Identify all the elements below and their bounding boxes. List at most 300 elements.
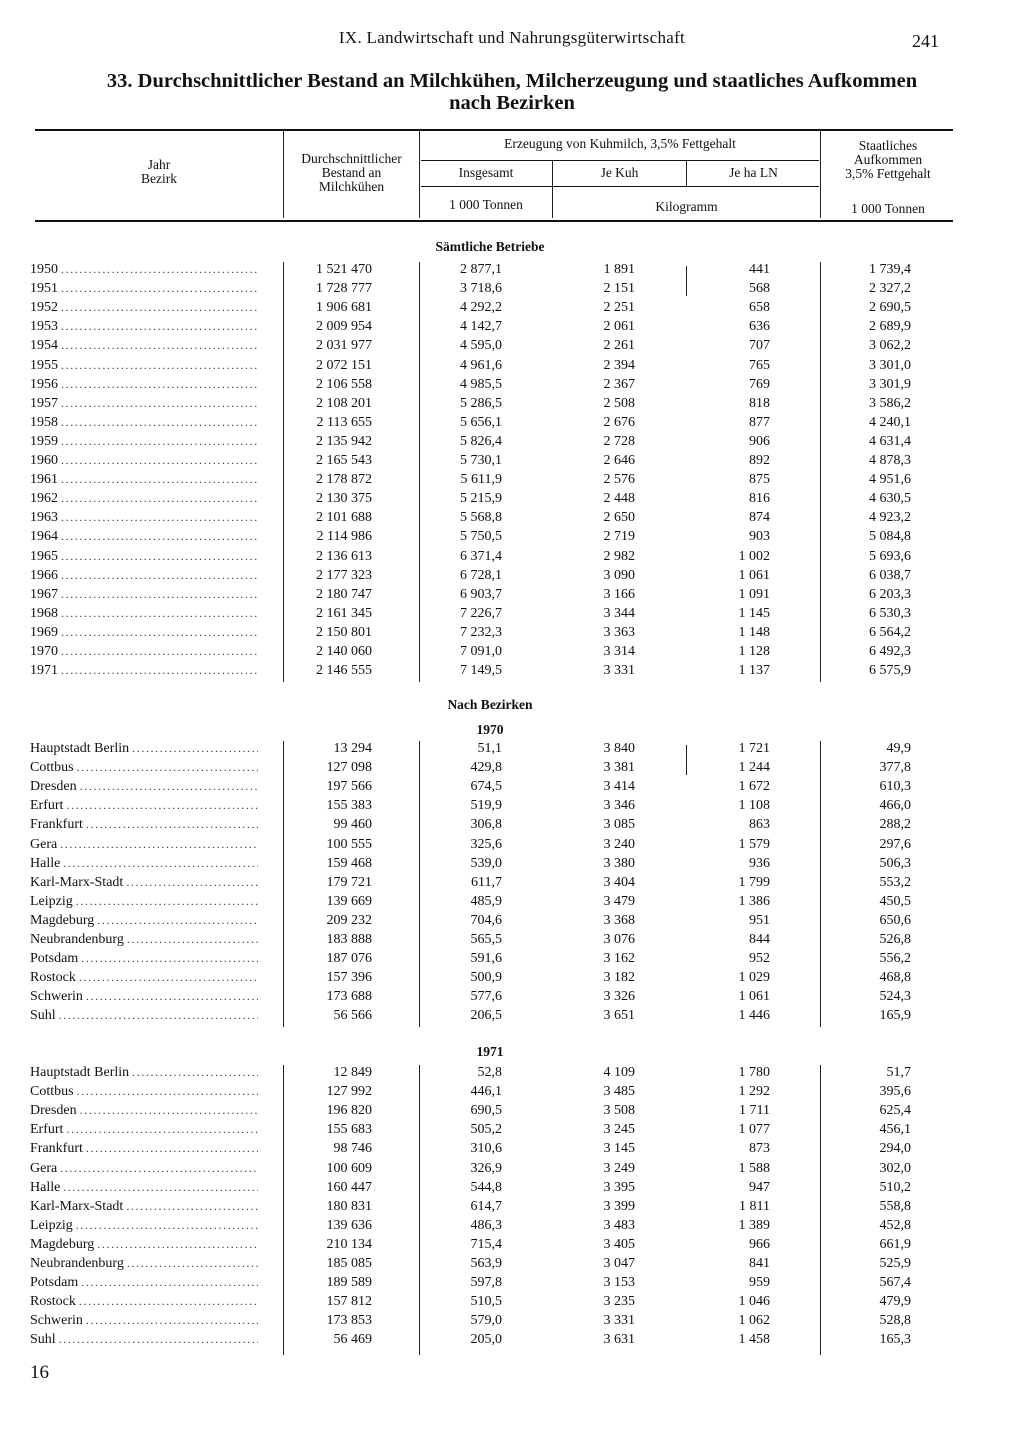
- aufkommen-cell: 302,0: [879, 1160, 911, 1176]
- row-label-text: 1965: [30, 548, 58, 564]
- bestand-cell: 179 721: [326, 874, 372, 890]
- je-kuh-cell: 2 367: [603, 376, 635, 392]
- row-label: [30, 358, 258, 374]
- je-ha-cell: 841: [749, 1256, 770, 1271]
- table-row: [0, 434, 1024, 453]
- bestand-cell: 56 566: [333, 1008, 372, 1024]
- bestand-cell: 100 609: [326, 1160, 372, 1176]
- row-label-text: 1958: [30, 414, 58, 430]
- aufkommen-cell: 49,9: [886, 741, 911, 756]
- bestand-cell: 197 566: [326, 779, 372, 795]
- bestand-cell: 157 812: [326, 1294, 372, 1310]
- aufkommen-cell: 3 062,2: [869, 338, 911, 354]
- insgesamt-cell: 614,7: [470, 1198, 502, 1214]
- je-ha-cell: 875: [749, 472, 770, 488]
- aufkommen-cell: 6 492,3: [869, 644, 911, 659]
- insgesamt-cell: 5 286,5: [460, 395, 502, 411]
- row-label: [30, 319, 258, 335]
- insgesamt-cell: 5 568,8: [460, 510, 502, 526]
- row-label-text: Gera: [30, 1160, 58, 1176]
- table-row: [0, 1199, 1024, 1218]
- table-row: [0, 1008, 1024, 1027]
- row-label-text: Rostock: [30, 970, 76, 986]
- je-ha-cell: 568: [749, 281, 770, 297]
- row-label: [30, 434, 258, 450]
- row-label: [30, 300, 258, 316]
- je-ha-cell: 1 108: [738, 798, 770, 814]
- table-row: [0, 760, 1024, 779]
- bestand-cell: 2 178 872: [316, 472, 372, 488]
- row-label-text: 1953: [30, 319, 58, 335]
- row-label-text: 1966: [30, 567, 58, 583]
- leader-dots: [61, 510, 258, 525]
- leader-dots: [86, 989, 258, 1004]
- leader-dots: [61, 549, 258, 564]
- table-row: [0, 1141, 1024, 1160]
- je-ha-cell: 936: [749, 855, 770, 871]
- table-row: [0, 587, 1024, 606]
- je-ha-cell: 1 780: [738, 1065, 770, 1080]
- header-group-rule: [421, 160, 819, 161]
- bestand-cell: 2 113 655: [316, 414, 372, 430]
- aufkommen-cell: 4 630,5: [869, 491, 911, 507]
- leader-dots: [61, 663, 258, 678]
- aufkommen-cell: 6 203,3: [869, 586, 911, 602]
- table-row: [0, 319, 1024, 338]
- je-kuh-cell: 2 676: [603, 414, 635, 430]
- table-row: [0, 1237, 1024, 1256]
- row-label-text: 1962: [30, 491, 58, 507]
- je-ha-cell: 951: [749, 912, 770, 928]
- bestand-cell: 98 746: [333, 1141, 372, 1157]
- insgesamt-cell: 505,2: [470, 1122, 502, 1138]
- leader-dots: [76, 1218, 258, 1233]
- je-kuh-cell: 3 085: [603, 817, 635, 833]
- aufkommen-cell: 395,6: [879, 1084, 911, 1100]
- je-ha-cell: 1 148: [738, 624, 770, 640]
- je-kuh-cell: 3 076: [603, 932, 635, 947]
- je-kuh-cell: 2 251: [603, 300, 635, 316]
- insgesamt-cell: 486,3: [470, 1217, 502, 1233]
- je-kuh-cell: 2 719: [603, 529, 635, 545]
- insgesamt-cell: 6 371,4: [460, 548, 502, 564]
- je-ha-cell: 1 588: [738, 1160, 770, 1176]
- row-label: [30, 1161, 258, 1177]
- aufkommen-cell: 3 586,2: [869, 395, 911, 411]
- leader-dots: [61, 319, 258, 334]
- aufkommen-cell: 3 301,9: [869, 376, 911, 392]
- table-row: [0, 1256, 1024, 1275]
- bestand-cell: 159 468: [326, 855, 372, 871]
- table-row: [0, 894, 1024, 913]
- row-label: [30, 587, 258, 603]
- insgesamt-cell: 206,5: [470, 1008, 502, 1024]
- aufkommen-cell: 468,8: [879, 970, 911, 986]
- je-kuh-cell: 2 982: [603, 548, 635, 564]
- insgesamt-cell: 674,5: [470, 779, 502, 795]
- bestand-cell: 2 130 375: [316, 491, 372, 507]
- aufkommen-cell: 525,9: [879, 1256, 911, 1271]
- leader-dots: [66, 1122, 258, 1137]
- row-label-text: Neubrandenburg: [30, 1256, 124, 1271]
- table-row: [0, 741, 1024, 760]
- je-kuh-cell: 3 249: [603, 1160, 635, 1176]
- je-ha-cell: 1 389: [738, 1217, 770, 1233]
- table-row: [0, 415, 1024, 434]
- bestand-cell: 196 820: [326, 1103, 372, 1119]
- table-row: [0, 281, 1024, 300]
- aufkommen-cell: 610,3: [879, 779, 911, 795]
- row-label-text: Erfurt: [30, 1122, 64, 1138]
- aufkommen-cell: 558,8: [879, 1198, 911, 1214]
- insgesamt-cell: 565,5: [470, 932, 502, 947]
- row-label: [30, 932, 258, 948]
- footer-number: 16: [30, 1362, 49, 1383]
- je-ha-cell: 1 386: [738, 893, 770, 909]
- aufkommen-cell: 510,2: [879, 1179, 911, 1195]
- aufkommen-cell: 288,2: [879, 817, 911, 833]
- aufkommen-cell: 6 038,7: [869, 567, 911, 583]
- header-je-kuh: Je Kuh: [600, 165, 639, 180]
- leader-dots: [61, 491, 258, 506]
- je-ha-cell: 636: [749, 319, 770, 335]
- leader-dots: [86, 1313, 258, 1328]
- je-kuh-cell: 2 151: [603, 281, 635, 297]
- row-label-text: 1956: [30, 376, 58, 392]
- bestand-cell: 2 114 986: [316, 529, 372, 545]
- je-ha-cell: 1 811: [739, 1198, 770, 1214]
- row-label: [30, 1332, 258, 1348]
- bestand-cell: 2 108 201: [316, 395, 372, 411]
- row-label-text: Suhl: [30, 1008, 56, 1024]
- row-label: [30, 837, 258, 853]
- row-label-text: 1969: [30, 624, 58, 640]
- row-label: [30, 491, 258, 507]
- row-label: [30, 396, 258, 412]
- je-kuh-cell: 3 331: [603, 1313, 635, 1329]
- row-label-text: 1961: [30, 472, 58, 488]
- leader-dots: [61, 358, 258, 373]
- leader-dots: [97, 1237, 258, 1252]
- insgesamt-cell: 4 142,7: [460, 319, 502, 335]
- row-label: [30, 1313, 258, 1329]
- bestand-cell: 2 150 801: [316, 624, 372, 640]
- aufkommen-cell: 556,2: [879, 951, 911, 967]
- bestand-cell: 160 447: [326, 1179, 372, 1195]
- bestand-cell: 209 232: [326, 912, 372, 928]
- je-kuh-cell: 3 381: [603, 760, 635, 776]
- insgesamt-cell: 7 232,3: [460, 624, 502, 640]
- bestand-cell: 12 849: [333, 1065, 372, 1080]
- table-row: [0, 970, 1024, 989]
- leader-dots: [60, 1161, 258, 1176]
- table-title-line-2: nach Bezirken: [449, 92, 575, 114]
- aufkommen-cell: 567,4: [879, 1275, 911, 1291]
- leader-dots: [80, 779, 258, 794]
- je-kuh-cell: 4 109: [603, 1065, 635, 1080]
- row-label: [30, 779, 258, 795]
- bestand-cell: 2 101 688: [316, 510, 372, 526]
- insgesamt-cell: 4 595,0: [460, 338, 502, 354]
- je-ha-cell: 1 711: [739, 1103, 770, 1119]
- row-label: [30, 1122, 258, 1138]
- bestand-cell: 173 688: [326, 989, 372, 1005]
- row-label-text: Halle: [30, 1179, 61, 1195]
- je-kuh-cell: 2 394: [603, 357, 635, 373]
- je-ha-cell: 1 458: [738, 1332, 770, 1348]
- bestand-cell: 185 085: [326, 1256, 372, 1271]
- insgesamt-cell: 4 961,6: [460, 357, 502, 373]
- aufkommen-cell: 479,9: [879, 1294, 911, 1310]
- leader-dots: [86, 817, 258, 832]
- row-label-text: 1970: [30, 644, 58, 659]
- table-row: [0, 989, 1024, 1008]
- row-label: [30, 606, 258, 622]
- je-ha-cell: 707: [749, 338, 770, 354]
- leader-dots: [59, 1008, 258, 1023]
- leader-dots: [61, 625, 258, 640]
- table-row: [0, 1294, 1024, 1313]
- row-label: [30, 529, 258, 545]
- aufkommen-cell: 6 575,9: [869, 663, 911, 679]
- row-label-text: 1957: [30, 395, 58, 411]
- row-label: [30, 894, 258, 910]
- je-kuh-cell: 3 631: [603, 1332, 635, 1348]
- row-label-text: Erfurt: [30, 798, 64, 814]
- insgesamt-cell: 7 226,7: [460, 605, 502, 621]
- leader-dots: [132, 1065, 258, 1080]
- bestand-cell: 2 135 942: [316, 433, 372, 449]
- bestand-cell: 2 031 977: [316, 338, 372, 354]
- table-row: [0, 932, 1024, 951]
- table-row: [0, 396, 1024, 415]
- je-ha-cell: 892: [749, 453, 770, 468]
- insgesamt-cell: 205,0: [470, 1332, 502, 1348]
- row-label-text: Dresden: [30, 1103, 77, 1119]
- insgesamt-cell: 6 728,1: [460, 567, 502, 583]
- table-row: [0, 549, 1024, 568]
- insgesamt-cell: 704,6: [470, 912, 502, 928]
- unit-1000-tonnen: 1 000 Tonnen: [449, 197, 523, 212]
- row-label-text: Rostock: [30, 1294, 76, 1310]
- aufkommen-cell: 4 240,1: [869, 414, 911, 430]
- table-row: [0, 1332, 1024, 1351]
- je-kuh-cell: 2 261: [603, 338, 635, 354]
- bestand-cell: 210 134: [326, 1236, 372, 1252]
- insgesamt-cell: 52,8: [477, 1065, 502, 1080]
- je-kuh-cell: 3 651: [603, 1008, 635, 1024]
- je-kuh-cell: 3 395: [603, 1179, 635, 1195]
- table-row: [0, 817, 1024, 836]
- je-kuh-cell: 3 485: [603, 1084, 635, 1100]
- insgesamt-cell: 325,6: [470, 836, 502, 852]
- aufkommen-cell: 456,1: [879, 1122, 911, 1138]
- row-label: [30, 453, 258, 469]
- aufkommen-cell: 1 739,4: [869, 262, 911, 277]
- insgesamt-cell: 4 292,2: [460, 300, 502, 316]
- header-bestand: Durchschnittlicher Bestand an Milchkühen: [301, 151, 402, 194]
- row-label: [30, 510, 258, 526]
- aufkommen-cell: 4 923,2: [869, 510, 911, 526]
- aufkommen-cell: 51,7: [886, 1065, 911, 1080]
- je-ha-cell: 769: [749, 376, 770, 392]
- bestand-cell: 155 383: [326, 798, 372, 814]
- table-row: [0, 625, 1024, 644]
- je-kuh-cell: 3 479: [603, 893, 635, 909]
- table-row: [0, 913, 1024, 932]
- table-row: [0, 1084, 1024, 1103]
- aufkommen-cell: 6 564,2: [869, 624, 911, 640]
- row-label-text: 1971: [30, 663, 58, 679]
- unit-1000-tonnen-aufkommen: 1 000 Tonnen: [851, 201, 925, 216]
- row-label-text: 1951: [30, 281, 58, 297]
- row-label-text: Magdeburg: [30, 1236, 95, 1252]
- leader-dots: [61, 338, 258, 353]
- aufkommen-cell: 165,9: [879, 1008, 911, 1024]
- row-label-text: Gera: [30, 836, 58, 852]
- table-row: [0, 472, 1024, 491]
- table-row: [0, 1275, 1024, 1294]
- leader-dots: [61, 587, 258, 602]
- je-kuh-cell: 1 891: [603, 262, 635, 277]
- je-kuh-cell: 3 047: [603, 1256, 635, 1271]
- je-kuh-cell: 3 380: [603, 855, 635, 871]
- insgesamt-cell: 7 091,0: [460, 644, 502, 659]
- row-label-text: 1967: [30, 586, 58, 602]
- row-label-text: Schwerin: [30, 1313, 83, 1329]
- row-label-text: Hauptstadt Berlin: [30, 741, 130, 756]
- header-bottom-rule: [35, 220, 953, 222]
- je-kuh-cell: 3 368: [603, 912, 635, 928]
- je-kuh-cell: 3 331: [603, 663, 635, 679]
- row-label: [30, 970, 258, 986]
- row-label: [30, 1141, 258, 1157]
- insgesamt-cell: 485,9: [470, 893, 502, 909]
- row-label-text: 1960: [30, 453, 58, 468]
- leader-dots: [61, 606, 258, 621]
- aufkommen-cell: 661,9: [879, 1236, 911, 1252]
- leader-dots: [76, 894, 258, 909]
- table-row: [0, 529, 1024, 548]
- row-label-text: Karl-Marx-Stadt: [30, 874, 124, 890]
- row-label: [30, 663, 258, 679]
- table-row: [0, 377, 1024, 396]
- row-label: [30, 798, 258, 814]
- leader-dots: [79, 1294, 258, 1309]
- leader-dots: [61, 568, 258, 583]
- insgesamt-cell: 563,9: [470, 1256, 502, 1271]
- je-kuh-cell: 3 404: [603, 874, 635, 890]
- je-ha-cell: 1 002: [738, 548, 770, 564]
- insgesamt-cell: 690,5: [470, 1103, 502, 1119]
- je-ha-cell: 1 579: [738, 836, 770, 852]
- leader-dots: [61, 377, 258, 392]
- aufkommen-cell: 3 301,0: [869, 357, 911, 373]
- bestand-cell: 13 294: [333, 741, 372, 756]
- table-title: [20, 70, 1004, 114]
- je-ha-cell: 658: [749, 300, 770, 316]
- section-year-1971: 1971: [476, 1044, 504, 1059]
- table-row: [0, 837, 1024, 856]
- row-label-text: Cottbus: [30, 760, 74, 776]
- row-label-text: 1952: [30, 300, 58, 316]
- aufkommen-cell: 4 951,6: [869, 472, 911, 488]
- section-saemtliche-betriebe: Sämtliche Betriebe: [435, 239, 545, 254]
- row-label: [30, 472, 258, 488]
- aufkommen-cell: 4 878,3: [869, 453, 911, 468]
- row-label-text: 1950: [30, 262, 58, 277]
- leader-dots: [97, 913, 258, 928]
- je-ha-cell: 816: [749, 491, 770, 507]
- leader-dots: [81, 951, 258, 966]
- je-ha-cell: 1 128: [738, 644, 770, 659]
- leader-dots: [86, 1141, 258, 1156]
- bestand-cell: 1 906 681: [316, 300, 372, 316]
- running-head: IX. Landwirtschaft und Nahrungsgüterwirtschaft: [338, 28, 686, 47]
- row-label-text: Leipzig: [30, 1217, 73, 1233]
- row-label: [30, 1275, 258, 1291]
- aufkommen-cell: 165,3: [879, 1332, 911, 1348]
- page-number: 241: [912, 31, 939, 51]
- bestand-cell: 2 161 345: [316, 605, 372, 621]
- je-ha-cell: 818: [749, 395, 770, 411]
- je-kuh-cell: 3 414: [603, 779, 635, 795]
- bestand-cell: 1 728 777: [316, 281, 372, 297]
- je-ha-cell: 765: [749, 357, 770, 373]
- header-sub-rule: [421, 186, 819, 187]
- je-ha-cell: 441: [749, 262, 770, 277]
- leader-dots: [63, 856, 258, 871]
- row-label-text: Leipzig: [30, 893, 73, 909]
- insgesamt-cell: 519,9: [470, 798, 502, 814]
- row-label-text: Cottbus: [30, 1084, 74, 1100]
- leader-dots: [80, 1103, 258, 1118]
- je-kuh-cell: 3 399: [603, 1198, 635, 1214]
- row-label: [30, 568, 258, 584]
- row-label: [30, 913, 258, 929]
- header-erzeugung-group: Erzeugung von Kuhmilch, 3,5% Fettgehalt: [504, 136, 736, 151]
- je-kuh-cell: 3 344: [603, 605, 635, 621]
- row-label: [30, 625, 258, 641]
- insgesamt-cell: 446,1: [470, 1084, 502, 1100]
- row-label: [30, 1008, 258, 1024]
- je-ha-cell: 1 292: [738, 1084, 770, 1100]
- je-ha-cell: 1 799: [738, 874, 770, 890]
- table-row: [0, 1161, 1024, 1180]
- leader-dots: [61, 396, 258, 411]
- table-row: [0, 358, 1024, 377]
- je-kuh-cell: 3 145: [603, 1141, 635, 1157]
- leader-dots: [77, 1084, 258, 1099]
- je-kuh-cell: 2 508: [603, 395, 635, 411]
- table-row: [0, 338, 1024, 357]
- bestand-cell: 180 831: [326, 1198, 372, 1214]
- je-kuh-cell: 2 728: [603, 433, 635, 449]
- row-label-text: Potsdam: [30, 1275, 79, 1291]
- aufkommen-cell: 524,3: [879, 989, 911, 1005]
- row-label: [30, 1199, 258, 1215]
- bestand-cell: 1 521 470: [316, 262, 372, 277]
- je-ha-cell: 1 721: [738, 741, 770, 756]
- row-label: [30, 1180, 258, 1196]
- aufkommen-cell: 2 689,9: [869, 319, 911, 335]
- table-row: [0, 300, 1024, 319]
- bestand-cell: 2 140 060: [316, 644, 372, 659]
- je-ha-cell: 874: [749, 510, 770, 526]
- row-label: [30, 1103, 258, 1119]
- leader-dots: [132, 741, 258, 756]
- bestand-cell: 2 146 555: [316, 663, 372, 679]
